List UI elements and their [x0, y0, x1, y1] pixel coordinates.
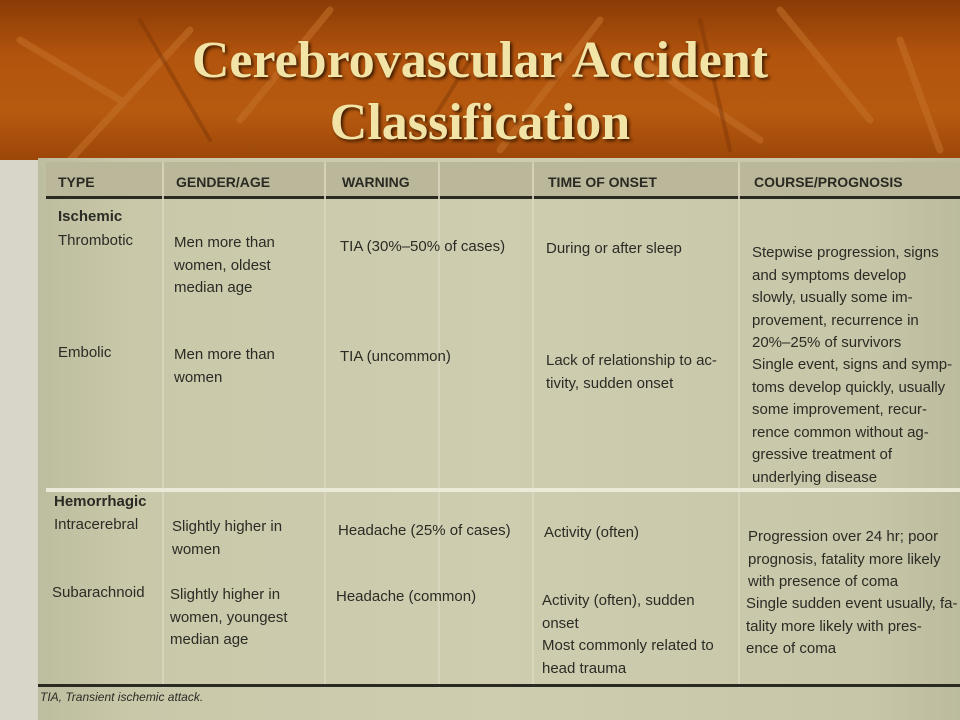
- onset-cell: During or after sleep: [546, 240, 682, 257]
- slide-title: [0, 30, 960, 154]
- onset-cell: Activity (often): [544, 524, 640, 541]
- gender-age-cell: Slightly higher in women: [172, 518, 283, 558]
- type-cell: Subarachnoid: [52, 584, 145, 601]
- header-time-of-onset: TIME OF ONSET: [548, 174, 657, 190]
- title-line-2: Classification: [329, 94, 631, 151]
- prognosis-cell: Single event, signs and symp- toms develop quickly, usually some improvement, recur- rence common without ag- gressive treatment of underlying disease: [752, 356, 953, 486]
- header-type: TYPE: [58, 174, 95, 190]
- onset-cell: Activity (often), sudden onset Most commonly related to head trauma: [542, 592, 714, 677]
- gender-age-cell: Men more than women: [174, 346, 275, 386]
- table-bottom-rule: [38, 684, 960, 687]
- column-separator: [738, 162, 740, 688]
- group-label-hemorrhagic: Hemorrhagic: [54, 493, 147, 510]
- header-gender-age: GENDER/AGE: [176, 174, 271, 190]
- onset-cell: Lack of relationship to ac- tivity, sudden onset: [546, 352, 717, 392]
- type-cell: Thrombotic: [58, 232, 134, 249]
- classification-table: [38, 158, 960, 720]
- header-course-prognosis: COURSE/PROGNOSIS: [754, 174, 903, 190]
- header-warning: WARNING: [342, 174, 410, 190]
- warning-cell: Headache (common): [336, 588, 477, 605]
- column-separator: [532, 162, 534, 688]
- prognosis-cell: Stepwise progression, signs and symptoms develop slowly, usually some im- provement, recurrence in 20%–25% of survivors: [752, 244, 939, 351]
- title-banner: [0, 0, 960, 160]
- table-footnote: TIA, Transient ischemic attack.: [40, 690, 204, 704]
- gender-age-cell: Slightly higher in women, youngest median age: [170, 586, 288, 648]
- warning-cell: TIA (uncommon): [340, 348, 451, 365]
- prognosis-cell: Single sudden event usually, fa- tality more likely with pres- ence of coma: [746, 595, 958, 657]
- gender-age-cell: Men more than women, oldest median age: [174, 234, 275, 296]
- group-label-ischemic: Ischemic: [58, 208, 123, 225]
- title-line-1: Cerebrovascular Accident: [191, 32, 769, 89]
- warning-cell: TIA (30%–50% of cases): [340, 238, 506, 255]
- type-cell: Embolic: [58, 344, 112, 361]
- column-separator: [324, 162, 326, 688]
- table-header-row: [46, 162, 960, 199]
- prognosis-cell: Progression over 24 hr; poor prognosis, fatality more likely with presence of coma: [748, 528, 941, 590]
- column-separator: [162, 162, 164, 688]
- warning-cell: Headache (25% of cases): [338, 522, 511, 539]
- type-cell: Intracerebral: [54, 516, 139, 533]
